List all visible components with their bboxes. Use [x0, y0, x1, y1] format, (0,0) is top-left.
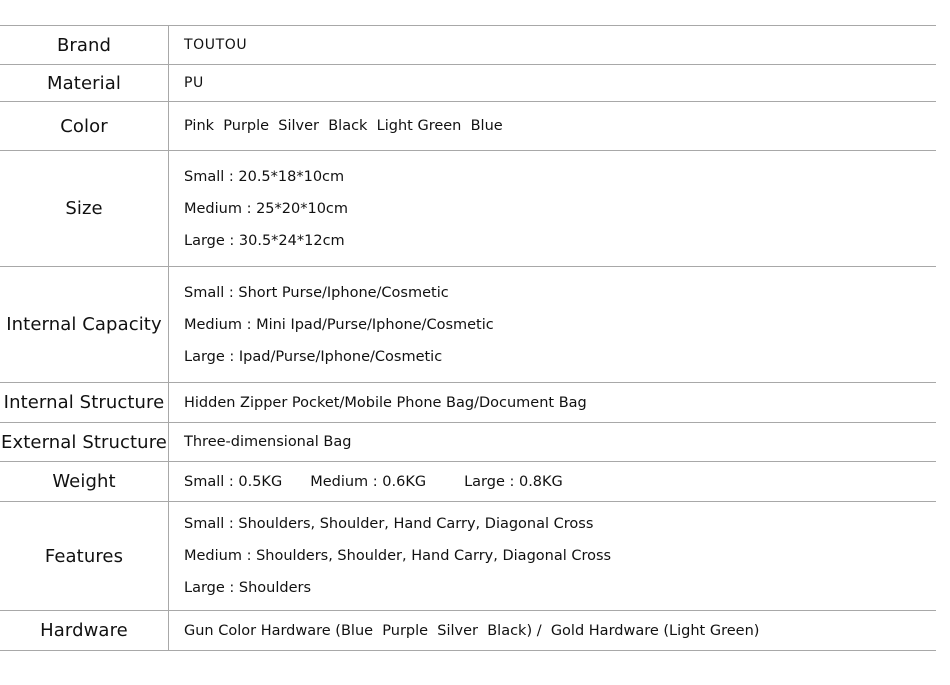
spec-row-brand [0, 26, 936, 65]
brand-value: TOUTOU [184, 37, 248, 53]
spec-label: Weight [0, 462, 169, 501]
capacity-line: Large : Ipad/Purse/Iphone/Cosmetic [184, 348, 443, 365]
spec-row-color [0, 102, 936, 151]
spec-row-hardware [0, 611, 936, 651]
capacity-line: Medium : Mini Ipad/Purse/Iphone/Cosmetic [184, 316, 494, 333]
spec-value [169, 65, 936, 101]
features-line: Large : Shoulders [184, 580, 312, 596]
spec-row-external-structure [0, 423, 936, 462]
spec-label: Features [0, 502, 169, 610]
spec-value [169, 267, 936, 382]
weight-small: Small : 0.5KG [184, 473, 283, 490]
internal-structure-value: Hidden Zipper Pocket/Mobile Phone Bag/Document Bag [184, 394, 587, 411]
external-structure-value: Three-dimensional Bag [184, 434, 352, 450]
capacity-line: Small : Short Purse/Iphone/Cosmetic [184, 284, 449, 301]
spec-row-internal-capacity [0, 267, 936, 383]
spec-value [169, 383, 936, 422]
spec-label: Size [0, 151, 169, 266]
spec-label: Hardware [0, 611, 169, 650]
spec-value [169, 462, 936, 501]
spec-label: Internal Capacity [0, 267, 169, 382]
spec-row-weight [0, 462, 936, 502]
spec-value [169, 423, 936, 461]
spec-value [169, 611, 936, 650]
hardware-value: Gun Color Hardware (Blue Purple Silver Black) / Gold Hardware (Light Green) [184, 622, 760, 639]
weight-medium: Medium : 0.6KG [310, 473, 427, 490]
size-line: Large : 30.5*24*12cm [184, 232, 345, 249]
spec-row-material [0, 65, 936, 102]
spec-row-features [0, 502, 936, 611]
features-line: Medium : Shoulders, Shoulder, Hand Carry, Diagonal Cross [184, 548, 612, 564]
spec-value [169, 102, 936, 150]
spec-table [0, 25, 936, 651]
spec-row-internal-structure [0, 383, 936, 423]
material-value: PU [184, 75, 204, 91]
spec-label: Internal Structure [0, 383, 169, 422]
weight-line [184, 466, 936, 498]
spec-label: External Structure [0, 423, 169, 461]
spec-row-size [0, 151, 936, 267]
features-line: Small : Shoulders, Shoulder, Hand Carry, Diagonal Cross [184, 516, 594, 532]
spec-label: Color [0, 102, 169, 150]
weight-large: Large : 0.8KG [464, 473, 563, 490]
spec-value [169, 502, 936, 610]
spec-label: Material [0, 65, 169, 101]
size-line: Medium : 25*20*10cm [184, 200, 349, 217]
size-line: Small : 20.5*18*10cm [184, 168, 345, 185]
spec-value [169, 26, 936, 64]
spec-label: Brand [0, 26, 169, 64]
color-value: Pink Purple Silver Black Light Green Blue [184, 118, 503, 134]
spec-value [169, 151, 936, 266]
